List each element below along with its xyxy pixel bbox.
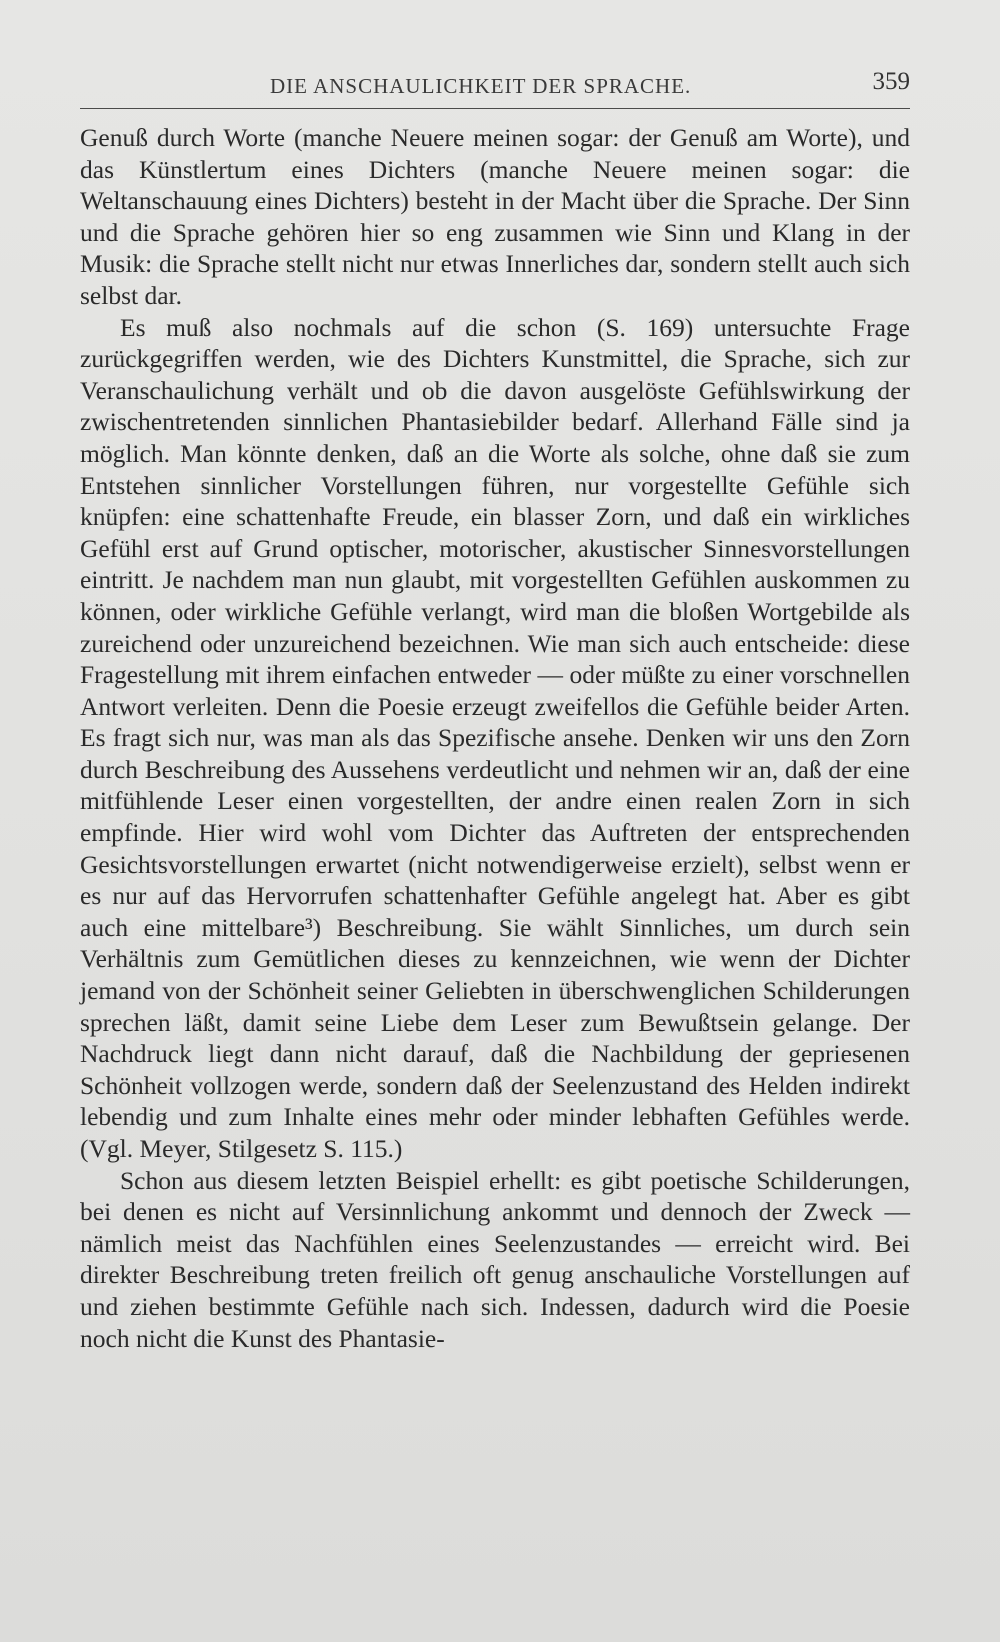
running-head-title: DIE ANSCHAULICHKEIT DER SPRACHE.: [270, 74, 692, 98]
running-head: [80, 62, 910, 102]
paragraph-3: Schon aus diesem letzten Beispiel erhellt: es gibt poetische Schilderungen, bei denen es nicht auf Versinnlichung ankommt und dennoch der Zweck — nämlich meist das Nachfühlen eines Seelenzustandes — erreicht wird. Bei direkter Beschreibung treten freilich oft genug anschauliche Vorstellungen auf und ziehen bestimmte Gefühle nach sich. Indessen, dadurch wird die Poesie noch nicht die Kunst des Phantasie-: [80, 1165, 910, 1353]
body-text: [80, 122, 910, 1354]
paragraph-1: Genuß durch Worte (manche Neuere meinen sogar: der Genuß am Worte), und das Künstlertum eines Dichters (manche Neuere meinen sogar: die Weltanschauung eines Dichters) besteht in der Macht über die Sprache. Der Sinn und die Sprache gehören hier so eng zusammen wie Sinn und Klang in der Musik: die Sprache stellt nicht nur etwas Innerliches dar, sondern stellt auch sich selbst dar.: [80, 123, 910, 310]
page-number: 359: [872, 68, 910, 95]
paragraph-2: Es muß also nochmals auf die schon (S. 169) untersuchte Frage zurückgegriffen werden, wie des Dichters Kunstmittel, die Sprache, sich zur Veranschaulichung verhält und ob die davon ausgelöste Gefühlswirkung der zwischentretenden sinnlichen Phantasiebilder bedarf. Allerhand Fälle sind ja möglich. Man könnte denken, daß an die Worte als solche, ohne daß sie zum Entstehen sinnlicher Vorstellungen führen, nur vorgestellte Gefühle sich knüpfen: eine schattenhafte Freude, ein blasser Zorn, und daß ein wirkliches Gefühl erst auf Grund optischer, motorischer, akustischer Sinnesvorstellungen eintritt. Je nachdem man nun glaubt, mit vorgestellten Gefühlen auskommen zu können, oder wirkliche Gefühle verlangt, wird man die bloßen Wortgebilde als zureichend oder unzureichend bezeichnen. Wie man sich auch entscheide: diese Fragestellung mit ihrem einfachen entweder — oder müßte zu einer vorschnellen Antwort verleiten. Denn die Poesie erzeugt zweifellos die Gefühle beider Arten. Es fragt sich nur, was man als das Spezifische ansehe. Denken wir uns den Zorn durch Beschreibung des Aussehens verdeutlicht und nehmen wir an, daß der eine mitfühlende Leser einen vorgestellten, der andre einen realen Zorn in sich empfinde. Hier wird wohl vom Dichter das Auftreten der entsprechenden Gesichtsvorstellungen erwartet (nicht notwendigerweise erzielt), selbst wenn er es nur auf das Hervorrufen schattenhafter Gefühle angelegt hat. Aber es gibt auch eine mittelbare³) Beschreibung. Sie wählt Sinnliches, um durch sein Verhältnis zum Gemütlichen dieses zu kennzeichnen, wie wenn der Dichter jemand von der Schönheit seiner Geliebten in überschwenglichen Schilderungen sprechen läßt, damit seine Liebe dem Leser zum Bewußtsein gelange. Der Nachdruck liegt dann nicht darauf, daß die Nachbildung der gepriesenen Schönheit vollzogen werde, sondern daß der Seelenzustand des Helden indirekt lebendig und zum Inhalte eines mehr oder minder lebhaften Gefühles werde. (Vgl. Meyer, Stilgesetz S. 115.): [80, 312, 910, 1163]
header-rule: [80, 108, 910, 109]
